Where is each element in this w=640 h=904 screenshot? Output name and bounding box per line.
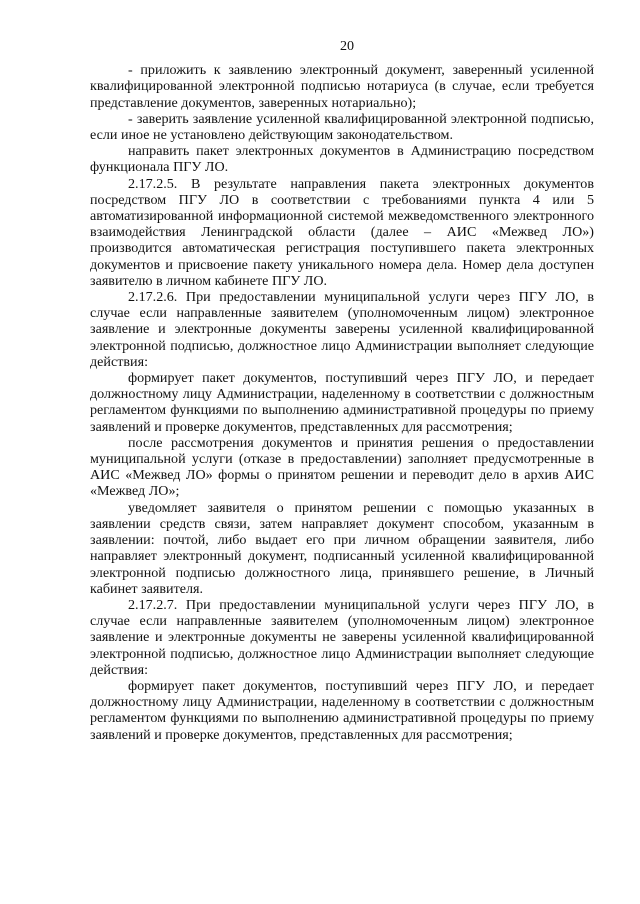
paragraph-send-package: направить пакет электронных документов в Администрацию посредством функционала ПГУ ЛО. xyxy=(90,143,594,176)
paragraph-attach-notarized-document: - приложить к заявлению электронный документ, заверенный усиленной квалифицированной электронной подписью нотариуса (в случае, если требуется представление документов, заверенных нотариально); xyxy=(90,62,594,111)
paragraph-2-17-2-7: 2.17.2.7. При предоставлении муниципальной услуги через ПГУ ЛО, в случае если направленные заявителем (уполномоченным лицом) электронное заявление и электронные документы не заверены усиленной квалифицированной электронной подписью, должностное лицо Администрации выполняет следующие действия: xyxy=(90,596,594,678)
paragraph-2-17-2-6: 2.17.2.6. При предоставлении муниципальной услуги через ПГУ ЛО, в случае если направленные заявителем (уполномоченным лицом) электронное заявление и электронные документы заверены усиленной квалифицированной электронной подписью, должностное лицо Администрации выполняет следующие действия: xyxy=(90,289,594,370)
paragraph-forms-package-2: формирует пакет документов, поступивший через ПГУ ЛО, и передает должностному лицу Администрации, наделенному в соответствии с должностным регламентом функциями по выполнению административной процедуры по приему заявлений и проверке документов, представленных для рассмотрения; xyxy=(90,677,594,743)
paragraph-2-17-2-5: 2.17.2.5. В результате направления пакета электронных документов посредством ПГУ ЛО в соответствии с требованиями пункта 4 или 5 автоматизированной информационной системой межведомственного электронного взаимодействия Ленинградской области (далее – АИС «Межвед ЛО») производится автоматическая регистрация поступившего пакета электронных документов и присвоение пакету уникального номера дела. Номер дела доступен заявителю в личном кабинете ПГУ ЛО. xyxy=(90,175,594,289)
paragraph-after-review: после рассмотрения документов и принятия решения о предоставлении муниципальной услуги (отказе в предоставлении) заполняет предусмотренные в АИС «Межвед ЛО» формы о принятом решении и переводит дело в архив АИС «Межвед ЛО»; xyxy=(90,434,594,500)
paragraph-forms-package: формирует пакет документов, поступивший через ПГУ ЛО, и передает должностному лицу Администрации, наделенному в соответствии с должностным регламентом функциями по выполнению административной процедуры по приему заявлений и проверке документов, представленных для рассмотрения; xyxy=(90,370,594,435)
paragraph-sign-application: - заверить заявление усиленной квалифицированной электронной подписью, если иное не установлено действующим законодательством. xyxy=(90,110,594,144)
page-number: 20 xyxy=(339,38,355,54)
paragraph-notifies-applicant: уведомляет заявителя о принятом решении с помощью указанных в заявлении средств связи, затем направляет документ способом, указанным в заявлении: почтой, либо выдает его при личном обращении заявителя, либо направляет электронный документ, подписанный усиленной квалифицированной электронной подписью должностного лица, принявшего решение, в Личный кабинет заявителя. xyxy=(90,499,594,597)
